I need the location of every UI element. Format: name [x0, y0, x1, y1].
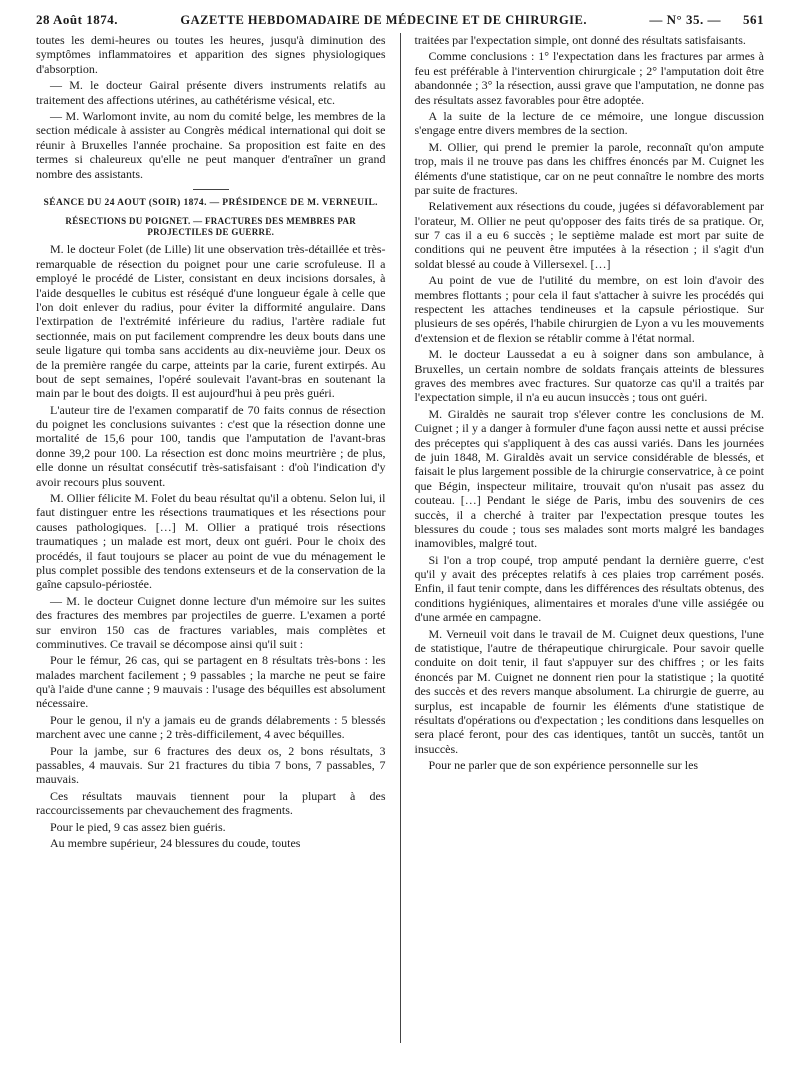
paragraph: — M. le docteur Cuignet donne lecture d'un mémoire sur les suites des fractures des membres par projectiles de guerre. L'examen a porté sur environ 150 cas de fractures variables, mais complètes et comminutives. Ce travail se décompose ainsi qu'il suit :	[36, 593, 386, 651]
paragraph: Pour ne parler que de son expérience personnelle sur les	[428, 758, 699, 773]
paragraph: M. Verneuil voit dans le travail de M. Cuignet deux questions, l'une de statistique, l'autre de thérapeutique chirurgicale. Pour savoir quelle conduite on doit tenir, il faut s'appuyer sur des chiffres ; or les faits énoncés par M. Cuignet ne donnent rien pour la statistique ; la quotité des succès et des revers manque absolument. La chirurgie de guerre, au surplus, est incapable de fournir les éléments d'une statistique de résultats d'opérations ou d'expectation ; les conditions dans lesquelles on sera placé feront, pour des cas identiques, tantôt un succès, tantôt un insuccès.	[414, 626, 764, 756]
session-heading	[36, 189, 386, 210]
paragraph: L'auteur tire de l'examen comparatif de 70 faits connus de résection du poignet les conclusions suivantes : c'est que la résection donne une mortalité de 15,6 pour 100, tandis que l'amputation de l'avant-bras donne 39,2 pour 100. La résection est donc moins meurtrière ; de plus, elle donne un résultat consécutif très-satisfaisant : d'où l'indication d'y avoir recours plus souvent.	[36, 402, 386, 489]
head-right	[649, 12, 764, 28]
column-rule	[400, 33, 401, 1043]
right-column	[415, 33, 765, 1043]
paragraph: Pour le fémur, 26 cas, qui se partagent en 8 résultats très-bons : les malades marchent facilement ; 9 passables ; la marche ne peut se faire qu'à l'aide d'une canne ; 9 mauvais : l'usage des béquilles est absolument nécessaire.	[36, 653, 386, 711]
paragraph: M. Ollier, qui prend le premier la parole, reconnaît qu'on ampute trop, mais il ne trouve pas dans les chiffres énoncés par M. Cuignet les éléments d'une statistique, car on ne peut connaître le nombre des morts par suite de fractures.	[414, 139, 764, 197]
running-head	[36, 12, 764, 33]
sub-heading: RÉSECTIONS DU POIGNET. — FRACTURES DES MEMBRES PAR PROJECTILES DE GUERRE.	[65, 215, 357, 237]
section-separator	[193, 189, 229, 190]
paragraph: A la suite de la lecture de ce mémoire, une longue discussion s'engage entre divers membres de la section.	[414, 108, 764, 138]
paragraph: Si l'on a trop coupé, trop amputé pendant la dernière guerre, c'est qu'il y avait des préceptes relatifs à ces plaies trop carrément posés. Enfin, il faut tenir compte, dans les différences des résultats obtenus, des conditions hygiéniques, alimentaires et morales d'une ville assiégée ou d'une armée en campagne.	[414, 552, 764, 625]
paragraph: M. Giraldès ne saurait trop s'élever contre les conclusions de M. Cuignet ; il y a danger à formuler d'une façon aussi nette et aussi précise des préceptes qui s'appliquent à des cas aussi variés. Dans les journées de juin 1848, M. Giraldès avait un service considérable de blessés, et faisait le plus largement possible de la chirurgie conservatrice, à ce point que Bégin, inspecteur militaire, trouvait qu'on n'usait pas assez du couteau. […] Pendant le siége de Paris, imbu des souvenirs de ces succès, il a cherché à traiter par l'expectation presque toutes les blessures du coude ; tous ses malades sont morts malgré les bandages inamovibles, malgré tout.	[414, 406, 764, 551]
left-column	[36, 33, 386, 1043]
paragraph: Ces résultats mauvais tiennent pour la plupart à des raccourcissements par chevauchement des fragments.	[36, 788, 386, 818]
paragraph: traitées par l'expectation simple, ont donné des résultats satisfaisants.	[414, 33, 746, 47]
paragraph: Pour la jambe, sur 6 fractures des deux os, 2 bons résultats, 3 passables, 4 mauvais. Sur 21 fractures du tibia 7 bons, 7 passables, 7 mauvais.	[36, 743, 386, 787]
paragraph: — M. Warlomont invite, au nom du comité belge, les membres de la section médicale à assister au Congrès médical international qui doit se réunir à Bruxelles l'année prochaine. Sa proposition est faite en des termes si chaleureux qu'elle ne peut manquer d'entraîner un grand nombre des assistants.	[36, 108, 386, 181]
paragraph: Au point de vue de l'utilité du membre, on est loin d'avoir des membres flottants ; pour cela il faut s'attacher à suivre les procédés qui respectent les attaches tendineuses et la capsule périostique. Sur plusieurs de ses opérés, l'habile chirurgien de Lyon a vu les mouvements d'extension et de flexion se rétablir comme à l'état normal.	[414, 273, 764, 345]
paragraph: M. le docteur Folet (de Lille) lit une observation très-détaillée et très-remarquable de résection du poignet pour une carie scrofuleuse. Il a employé le procédé de Lister, consistant en deux incisions dorsales, à l'aide desquelles le cubitus est réséqué d'une longueur égale à celle que l'on doit enlever du radius, pour éviter la difformité angulaire. Dans l'extirpation de l'extrémité inférieure du radius, l'artère radiale fut sectionnée, mais on put facilement comprendre les deux bouts dans une seule ligature qui tomba sans accidents au dix-neuvième jour. Deux os de la première rangée du carpe, atteints par la carie, furent extirpés. Au bout de sept semaines, l'opéré soulevait l'avant-bras en soutenant la main par le bout des doigts. Il est aujourd'hui à peu près guéri.	[36, 242, 386, 401]
journal-title: GAZETTE HEBDOMADAIRE DE MÉDECINE ET DE CHIRURGIE.	[180, 13, 587, 27]
paragraph: — M. le docteur Gairal présente divers instruments relatifs au traitement des affections utérines, au cathétérisme vésical, etc.	[36, 78, 386, 107]
paragraph: M. le docteur Laussedat a eu à soigner dans son ambulance, à Bruxelles, un certain nombre de soldats français atteints de blessures graves des membres avec fractures. Sur quatorze cas qu'il a traités par l'expectation simple, il n'a eu aucun insuccès ; tous ont guéri.	[414, 347, 764, 405]
paragraph: Pour le genou, il n'y a jamais eu de grands délabrements : 5 blessés marchent avec une canne ; 2 très-difficilement, 4 avec béquilles.	[36, 712, 386, 742]
paragraph: Comme conclusions : 1° l'expectation dans les fractures par armes à feu est préférable à l'intervention chirurgicale ; 2° l'amputation doit être abandonnée ; 3° la résection, aussi grave que l'amputation, ne donne pas des résultats assez favorables pour être adoptée.	[414, 49, 764, 107]
session-heading-text: SÉANCE DU 24 AOUT (SOIR) 1874. — PRÉSIDENCE DE M. VERNEUIL.	[43, 197, 378, 208]
issue-date: 28 Août 1874.	[36, 12, 118, 27]
two-column-body	[36, 33, 764, 1043]
paragraph: M. Ollier félicite M. Folet du beau résultat qu'il a obtenu. Selon lui, il faut distinguer entre les résections traumatiques et les résections pour causes pathologiques. […] M. Ollier a pratiqué trois résections traumatiques ; un malade est mort, deux ont guéri. Pour le choix des procédés, il faut toujours se placer au point de vue du ménagement le plus complet possible des tendons extenseurs et de la conservation de la gaîne capsulo-périostée.	[36, 491, 386, 592]
paragraph: Pour le pied, 9 cas assez bien guéris.	[50, 819, 226, 834]
paragraph: Au membre supérieur, 24 blessures du coude, toutes	[50, 836, 301, 850]
paragraph: toutes les demi-heures ou toutes les heures, jusqu'à diminution des symptômes inflammatoires et apparition des signes physiologiques d'absorption.	[36, 33, 386, 76]
issue-number: — N° 35. —	[649, 12, 721, 27]
page-number: 561	[742, 12, 764, 27]
paragraph: Relativement aux résections du coude, jugées si défavorablement par l'orateur, M. Ollier ne peut qu'opposer des faits tirés de sa pratique. Or, sur 7 cas il a eu 6 succès ; le septième malade est mort par suite de conditions qui ne peuvent être imputées à la résection ; il s'agit d'un soldat blessé au coude à Villersexel. […]	[414, 199, 764, 271]
